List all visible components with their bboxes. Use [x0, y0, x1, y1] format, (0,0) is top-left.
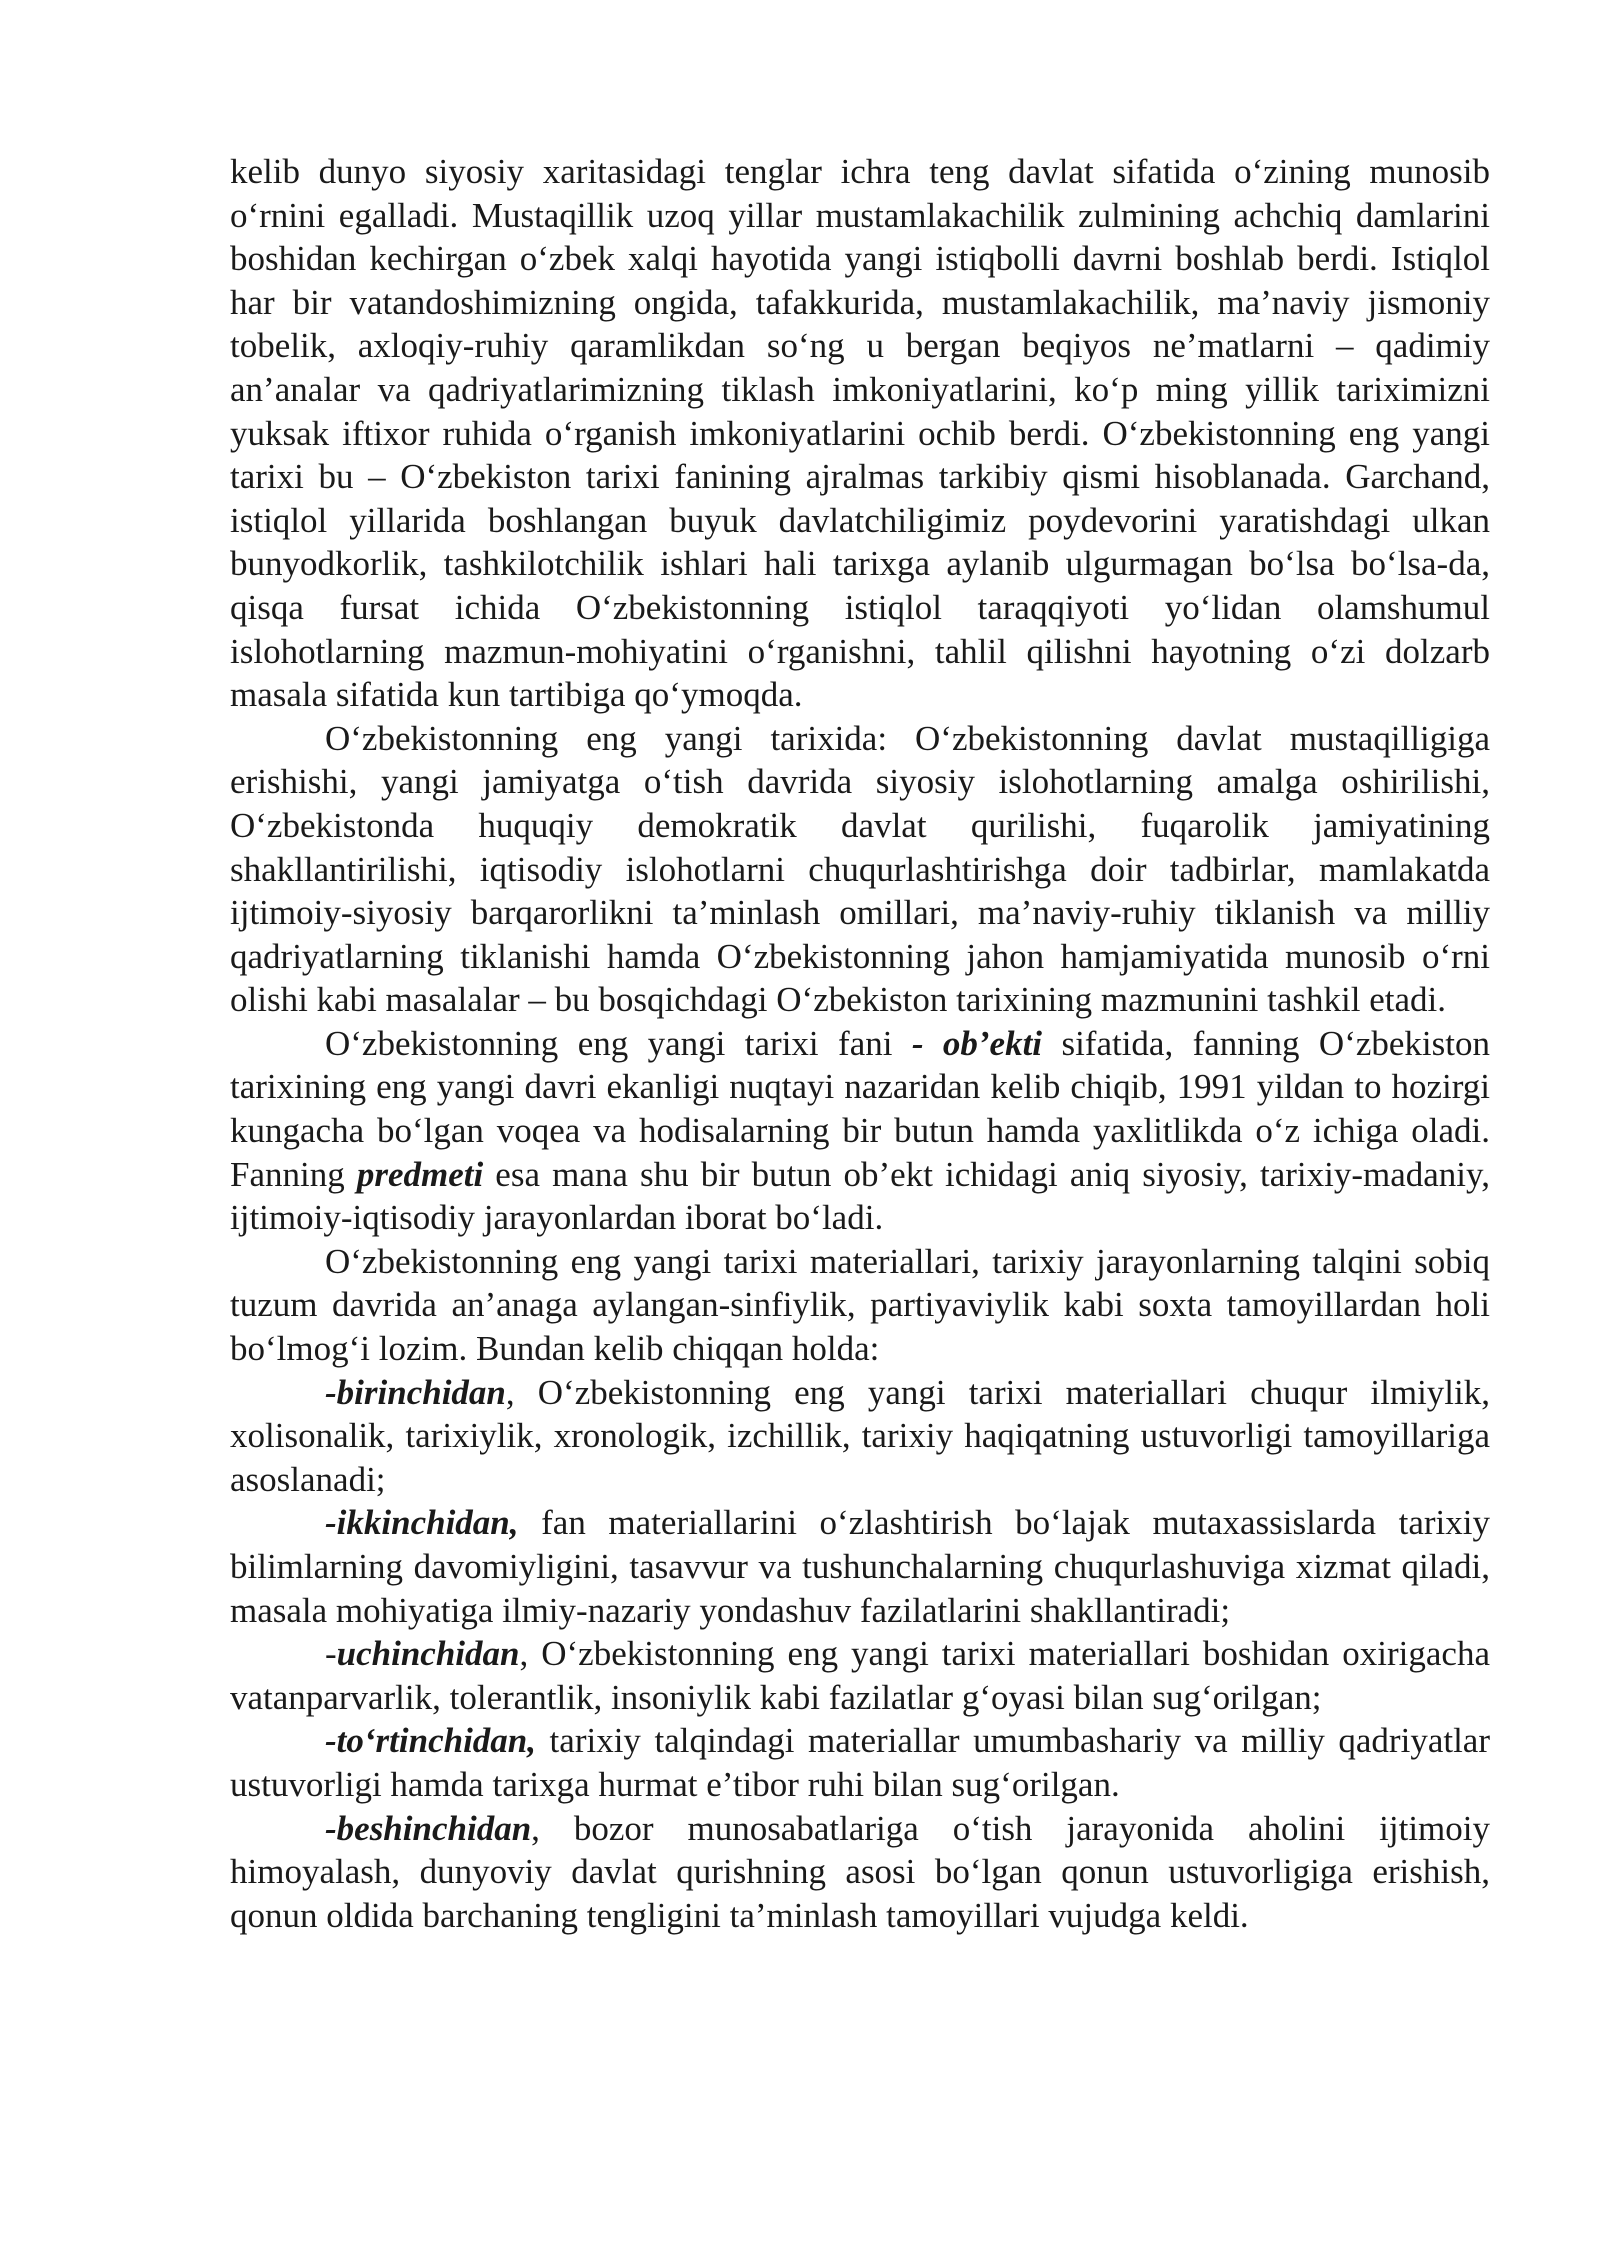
paragraph-2-text: O‘zbekistonning eng yangi tarixida: O‘zbekistonning davlat mustaqilligiga erishishi, yangi jamiyatga o‘tish davrida siyosiy islohotlarning amalga oshirilishi, O‘zbekistonda huquqiy demokratik davlat qurilishi, fuqarolik jamiyatining shakllantirilishi, iqtisodiy islohotlarni chuqurlashtirishga doir tadbirlar, mamlakatda ijtimoiy-siyosiy barqarorlikni ta’minlash omillari, ma’naviy-ruhiy tiklanish va milliy qadriyatlarning tiklanishi hamda O‘zbekistonning jahon hamjamiyatida munosib o‘rni olishi kabi masalalar – bu bosqichdagi O‘zbekiston tarixining mazmunini tashkil etadi.: [230, 718, 1490, 1020]
subject-term: predmeti: [356, 1154, 484, 1194]
list-item-fifth-label: -beshinchidan: [325, 1808, 532, 1848]
list-item-third-text: , O‘zbekistonning eng yangi tarixi materiallari boshidan oxirigacha vatanparvarlik, tolerantlik, insoniylik kabi fazilatlar g‘oyasi bilan sug‘orilgan;: [230, 1634, 1490, 1717]
paragraph-3: [230, 1022, 1490, 1240]
list-item-first-label: -birinchidan: [325, 1372, 506, 1412]
document-page: [230, 150, 1490, 1937]
list-item-fifth: [230, 1807, 1490, 1938]
object-term: - ob’ekti: [911, 1023, 1043, 1063]
list-item-second-text: fan materiallarini o‘zlashtirish bo‘lajak mutaxassislarda tarixiy bilimlarning davomiyligini, tasavvur va tushunchalarning chuqurlashuviga xizmat qiladi, masala mohiyatiga ilmiy-nazariy yondashuv fazilatlarini shakllantiradi;: [230, 1503, 1490, 1630]
paragraph-1-text: kelib dunyo siyosiy xaritasidagi tenglar ichra teng davlat sifatida o‘zining munosib o‘rnini egalladi. Mustaqillik uzoq yillar mustamlakachilik zulmining achchiq damlarini boshidan kechirgan o‘zbek xalqi hayotida yangi istiqbolli davrni boshlab berdi. Istiqlol har bir vatandoshimizning ongida, tafakkurida, mustamlakachilik, ma’naviy jismoniy tobelik, axloqiy-ruhiy qaramlikdan so‘ng u bergan beqiyos ne’matlarni – qadimiy an’analar va qadriyatlarimizning tiklash imkoniyatlarini, ko‘p ming yillik tariximizni yuksak iftixor ruhida o‘rganish imkoniyatlarini ochib berdi. O‘zbekistonning eng yangi tarixi bu – O‘zbekiston tarixi fanining ajralmas tarkibiy qismi hisoblanada. Garchand, istiqlol yillarida boshlangan buyuk davlatchiligimiz poydevorini yaratishdagi ulkan bunyodkorlik, tashkilotchilik ishlari hali tarixga aylanib ulgurmagan bo‘lsa bo‘lsa-da, qisqa fursat ichida O‘zbekistonning istiqlol taraqqiyoti yo‘lidan olamshumul islohotlarning mazmun-mohiyatini o‘rganishni, tahlil qilishni hayotning o‘zi dolzarb masala sifatida kun tartibiga qo‘ymoqda.: [230, 152, 1490, 715]
paragraph-1: [230, 150, 1490, 717]
paragraph-2: [230, 717, 1490, 1022]
paragraph-4-text: O‘zbekistonning eng yangi tarixi materiallari, tarixiy jarayonlarning talqini sobiq tuzum davrida an’anaga aylangan-sinfiylik, partiyaviylik kabi soxta tamoyillardan holi bo‘lmog‘i lozim. Bundan kelib chiqqan holda:: [230, 1241, 1490, 1369]
list-item-first: [230, 1371, 1490, 1502]
list-item-fourth-label: -to‘rtinchidan,: [325, 1721, 537, 1761]
paragraph-4: [230, 1240, 1490, 1371]
list-item-first-text: , O‘zbekistonning eng yangi tarixi materiallari chuqur ilmiylik, xolisonalik, tarixiylik, xronologik, izchillik, tarixiy haqiqatning ustuvorligi tamoyillariga asoslanadi;: [230, 1372, 1490, 1499]
paragraph-3-text-a: O‘zbekistonning eng yangi tarixi fani: [325, 1023, 912, 1063]
paragraph-3-text-c: esa mana shu bir butun ob’ekt ichidagi aniq siyosiy, tarixiy-madaniy, ijtimoiy-iqtisodiy jarayonlardan iborat bo‘ladi.: [230, 1154, 1490, 1238]
list-item-fourth: [230, 1719, 1490, 1806]
list-item-third: [230, 1632, 1490, 1719]
list-item-second-label: -ikkinchidan,: [325, 1503, 519, 1543]
list-item-fifth-text: , bozor munosabatlariga o‘tish jarayonida aholini ijtimoiy himoyalash, dunyoviy davlat qurishning asosi bo‘lgan qonun ustuvorligiga erishish, qonun oldida barchaning tengligini ta’minlash tamoyillari vujudga keldi.: [230, 1808, 1490, 1935]
paragraph-3-text-b: sifatida, fanning O‘zbekiston tarixining eng yangi davri ekanligi nuqtayi nazaridan kelib chiqib, 1991 yildan to hozirgi kungacha bo‘lgan voqea va hodisalarning bir butun hamda yaxlitlikda o‘z ichiga oladi. Fanning: [230, 1023, 1490, 1194]
list-item-second: [230, 1501, 1490, 1632]
list-item-third-prefix: -: [325, 1634, 337, 1674]
list-item-third-label: uchinchidan: [336, 1634, 520, 1674]
list-item-fourth-text: tarixiy talqindagi materiallar umumbashariy va milliy qadriyatlar ustuvorligi hamda tarixga hurmat e’tibor ruhi bilan sug‘orilgan.: [230, 1721, 1490, 1804]
